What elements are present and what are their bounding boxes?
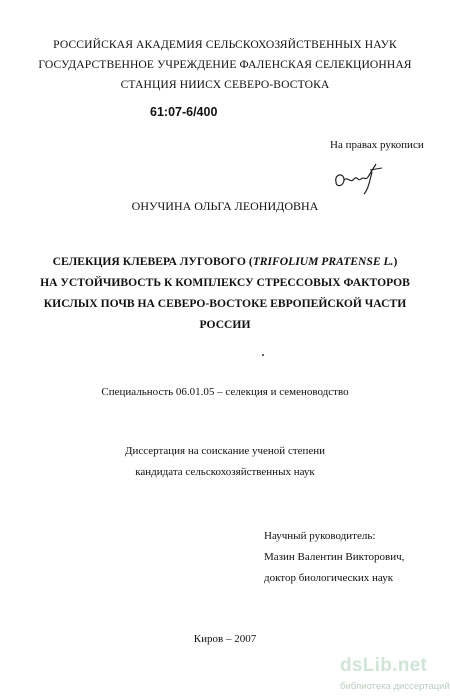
watermark-subtitle: библиотека диссертаций [340, 681, 450, 692]
degree-line-2: кандидата сельскохозяйственных наук [135, 466, 315, 478]
dissertation-title-line-1 [0, 255, 450, 268]
watermark [340, 655, 450, 697]
advisor-name: Мазин Валентин Викторович, [264, 551, 405, 563]
rights-note: На правах рукописи [330, 139, 424, 151]
title-part: СЕЛЕКЦИЯ КЛЕВЕРА ЛУГОВОГО ( [52, 255, 253, 268]
institution-line-3: СТАНЦИЯ НИИСХ СЕВЕРО-ВОСТОКА [120, 78, 330, 91]
dissertation-title-line-4: РОССИИ [199, 318, 251, 331]
institution-line-1: РОССИЙСКАЯ АКАДЕМИЯ СЕЛЬСКОХОЗЯЙСТВЕННЫХ НАУК [53, 38, 397, 51]
library-stamp-code: 61:07-6/400 [150, 105, 218, 119]
latin-species-name: TRIFOLIUM PRATENSE L. [252, 255, 394, 268]
author-signature [330, 160, 390, 196]
stray-dot [262, 354, 264, 356]
author-name: ОНУЧИНА ОЛЬГА ЛЕОНИДОВНА [131, 199, 319, 213]
degree-line-1: Диссертация на соискание ученой степени [124, 445, 326, 457]
dissertation-title-line-3: КИСЛЫХ ПОЧВ НА СЕВЕРО-ВОСТОКЕ ЕВРОПЕЙСКОЙ ЧАСТИ [43, 297, 407, 310]
advisor-label: Научный руководитель: [264, 530, 376, 542]
institution-line-2: ГОСУДАРСТВЕННОЕ УЧРЕЖДЕНИЕ ФАЛЕНСКАЯ СЕЛЕКЦИОННАЯ [38, 58, 412, 71]
watermark-logo: dsLib.net [340, 655, 428, 676]
city-year: Киров – 2007 [193, 633, 257, 645]
dissertation-title-line-2: НА УСТОЙЧИВОСТЬ К КОМПЛЕКСУ СТРЕССОВЫХ ФАКТОРОВ [40, 276, 410, 289]
advisor-degree: доктор биологических наук [264, 572, 394, 584]
specialty: Специальность 06.01.05 – селекция и семеноводство [101, 386, 349, 398]
title-part: ) [393, 255, 398, 268]
